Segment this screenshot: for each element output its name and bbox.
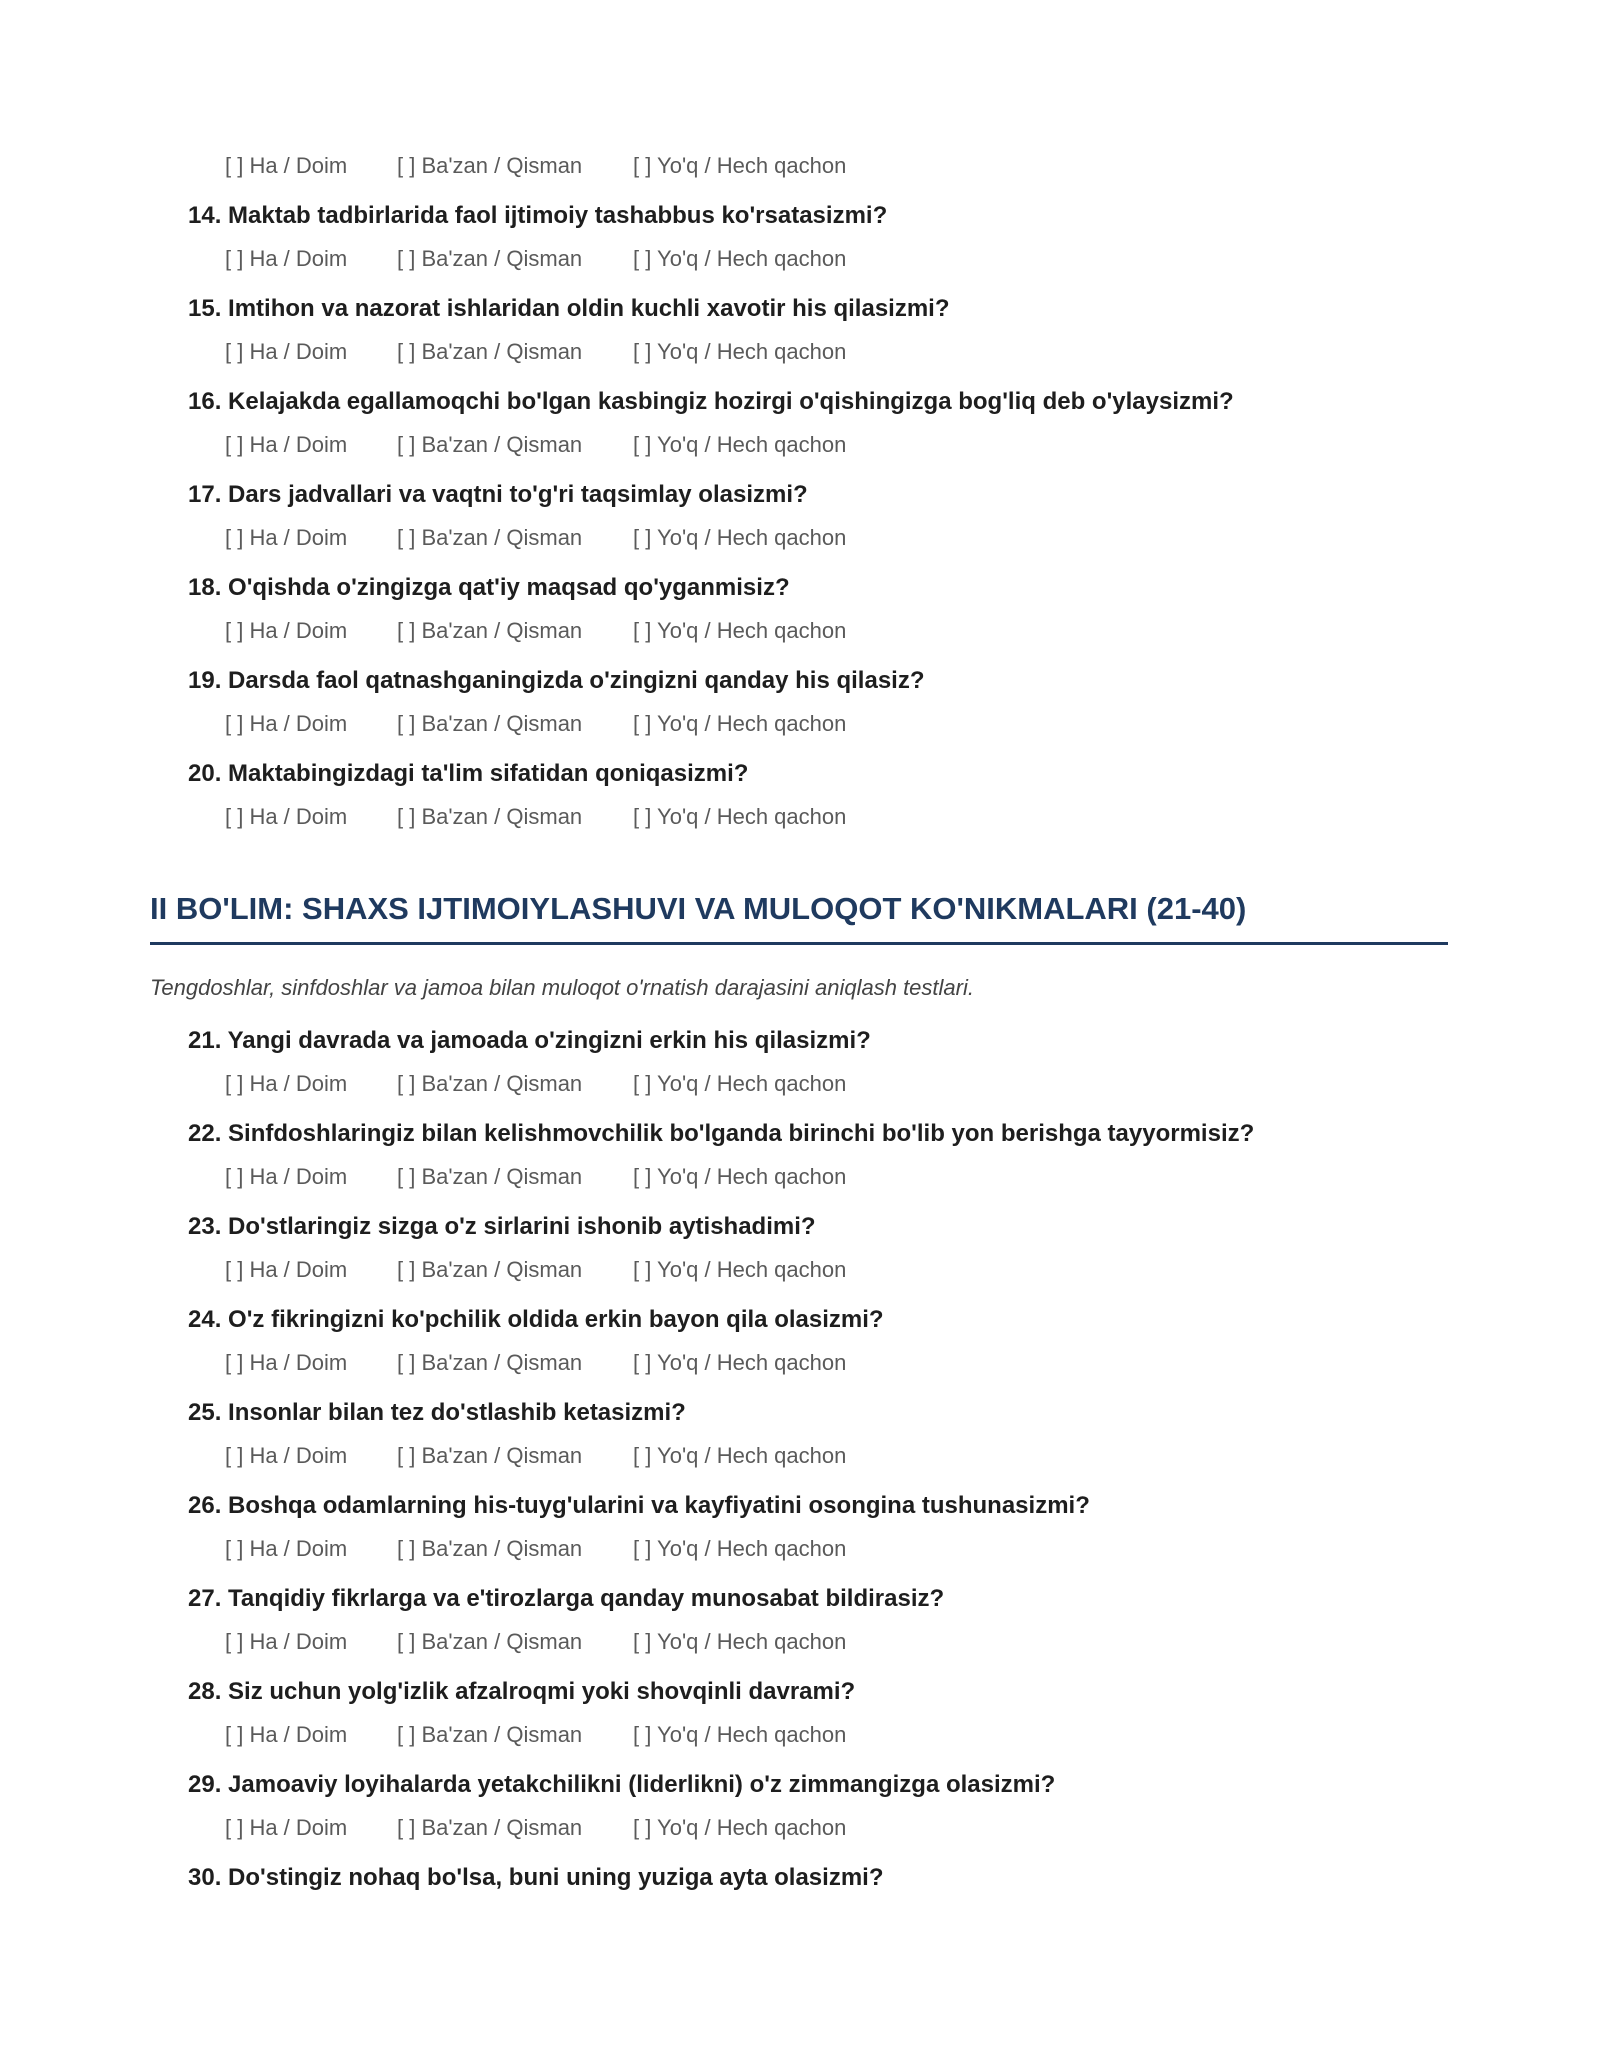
answer-options-27: [0, 1622, 1600, 1662]
option-yes[interactable]: [ ] Ha / Doim: [225, 1257, 348, 1282]
option-sometimes[interactable]: [ ] Ba'zan / Qisman: [397, 711, 583, 736]
option-sometimes[interactable]: [ ] Ba'zan / Qisman: [397, 1722, 583, 1747]
option-no[interactable]: [ ] Yo'q / Hech qachon: [633, 1071, 847, 1096]
option-no[interactable]: [ ] Yo'q / Hech qachon: [633, 339, 847, 364]
answer-options-13: [0, 146, 1600, 186]
question-23: 23. Do'stlaringiz sizga o'z sirlarini ishonib aytishadimi?: [188, 1213, 816, 1240]
question-24: 24. O'z fikringizni ko'pchilik oldida erkin bayon qila olasizmi?: [188, 1306, 884, 1333]
option-sometimes[interactable]: [ ] Ba'zan / Qisman: [397, 1071, 583, 1096]
option-no[interactable]: [ ] Yo'q / Hech qachon: [633, 246, 847, 271]
option-no[interactable]: [ ] Yo'q / Hech qachon: [633, 1350, 847, 1375]
option-no[interactable]: [ ] Yo'q / Hech qachon: [633, 1164, 847, 1189]
option-sometimes[interactable]: [ ] Ba'zan / Qisman: [397, 246, 583, 271]
question-16: 16. Kelajakda egallamoqchi bo'lgan kasbingiz hozirgi o'qishingizga bog'liq deb o'ylaysizmi?: [188, 388, 1234, 415]
option-sometimes[interactable]: [ ] Ba'zan / Qisman: [397, 525, 583, 550]
question-20: 20. Maktabingizdagi ta'lim sifatidan qoniqasizmi?: [188, 760, 749, 787]
option-sometimes[interactable]: [ ] Ba'zan / Qisman: [397, 1350, 583, 1375]
option-yes[interactable]: [ ] Ha / Doim: [225, 153, 348, 178]
option-sometimes[interactable]: [ ] Ba'zan / Qisman: [397, 1815, 583, 1840]
answer-options-14: [0, 239, 1600, 279]
option-no[interactable]: [ ] Yo'q / Hech qachon: [633, 1536, 847, 1561]
answer-options-25: [0, 1436, 1600, 1476]
option-sometimes[interactable]: [ ] Ba'zan / Qisman: [397, 1164, 583, 1189]
option-no[interactable]: [ ] Yo'q / Hech qachon: [633, 525, 847, 550]
option-yes[interactable]: [ ] Ha / Doim: [225, 1815, 348, 1840]
option-no[interactable]: [ ] Yo'q / Hech qachon: [633, 1257, 847, 1282]
option-yes[interactable]: [ ] Ha / Doim: [225, 804, 348, 829]
question-30: 30. Do'stingiz nohaq bo'lsa, buni uning yuziga ayta olasizmi?: [188, 1864, 884, 1891]
question-25: 25. Insonlar bilan tez do'stlashib ketasizmi?: [188, 1399, 686, 1426]
option-yes[interactable]: [ ] Ha / Doim: [225, 1629, 348, 1654]
answer-options-16: [0, 425, 1600, 465]
option-yes[interactable]: [ ] Ha / Doim: [225, 1350, 348, 1375]
option-yes[interactable]: [ ] Ha / Doim: [225, 432, 348, 457]
option-no[interactable]: [ ] Yo'q / Hech qachon: [633, 1722, 847, 1747]
section-description: Tengdoshlar, sinfdoshlar va jamoa bilan muloqot o'rnatish darajasini aniqlash testlari.: [150, 975, 974, 1000]
option-sometimes[interactable]: [ ] Ba'zan / Qisman: [397, 804, 583, 829]
option-yes[interactable]: [ ] Ha / Doim: [225, 711, 348, 736]
option-sometimes[interactable]: [ ] Ba'zan / Qisman: [397, 1257, 583, 1282]
answer-options-28: [0, 1715, 1600, 1755]
option-no[interactable]: [ ] Yo'q / Hech qachon: [633, 618, 847, 643]
option-no[interactable]: [ ] Yo'q / Hech qachon: [633, 153, 847, 178]
answer-options-19: [0, 704, 1600, 744]
option-sometimes[interactable]: [ ] Ba'zan / Qisman: [397, 1443, 583, 1468]
question-27: 27. Tanqidiy fikrlarga va e'tirozlarga qanday munosabat bildirasiz?: [188, 1585, 945, 1612]
option-no[interactable]: [ ] Yo'q / Hech qachon: [633, 711, 847, 736]
option-no[interactable]: [ ] Yo'q / Hech qachon: [633, 432, 847, 457]
option-yes[interactable]: [ ] Ha / Doim: [225, 1164, 348, 1189]
option-yes[interactable]: [ ] Ha / Doim: [225, 618, 348, 643]
answer-options-29: [0, 1808, 1600, 1848]
option-yes[interactable]: [ ] Ha / Doim: [225, 339, 348, 364]
answer-options-15: [0, 332, 1600, 372]
answer-options-23: [0, 1250, 1600, 1290]
answer-options-18: [0, 611, 1600, 651]
answer-options-17: [0, 518, 1600, 558]
option-yes[interactable]: [ ] Ha / Doim: [225, 246, 348, 271]
answer-options-22: [0, 1157, 1600, 1197]
option-no[interactable]: [ ] Yo'q / Hech qachon: [633, 1443, 847, 1468]
question-17: 17. Dars jadvallari va vaqtni to'g'ri taqsimlay olasizmi?: [188, 481, 808, 508]
option-yes[interactable]: [ ] Ha / Doim: [225, 1071, 348, 1096]
option-sometimes[interactable]: [ ] Ba'zan / Qisman: [397, 432, 583, 457]
option-yes[interactable]: [ ] Ha / Doim: [225, 1443, 348, 1468]
section-title: II BO'LIM: SHAXS IJTIMOIYLASHUVI VA MULOQOT KO'NIKMALARI (21-40): [150, 891, 1247, 926]
option-sometimes[interactable]: [ ] Ba'zan / Qisman: [397, 1536, 583, 1561]
option-yes[interactable]: [ ] Ha / Doim: [225, 1536, 348, 1561]
option-no[interactable]: [ ] Yo'q / Hech qachon: [633, 804, 847, 829]
question-18: 18. O'qishda o'zingizga qat'iy maqsad qo'yganmisiz?: [188, 574, 790, 601]
option-sometimes[interactable]: [ ] Ba'zan / Qisman: [397, 339, 583, 364]
question-28: 28. Siz uchun yolg'izlik afzalroqmi yoki shovqinli davrami?: [188, 1678, 856, 1705]
question-15: 15. Imtihon va nazorat ishlaridan oldin kuchli xavotir his qilasizmi?: [188, 295, 950, 322]
answer-options-21: [0, 1064, 1600, 1104]
question-22: 22. Sinfdoshlaringiz bilan kelishmovchilik bo'lganda birinchi bo'lib yon berishga tayyormisiz?: [188, 1120, 1255, 1147]
option-sometimes[interactable]: [ ] Ba'zan / Qisman: [397, 153, 583, 178]
option-no[interactable]: [ ] Yo'q / Hech qachon: [633, 1815, 847, 1840]
question-21: 21. Yangi davrada va jamoada o'zingizni erkin his qilasizmi?: [188, 1027, 871, 1054]
question-14: 14. Maktab tadbirlarida faol ijtimoiy tashabbus ko'rsatasizmi?: [188, 202, 888, 229]
option-yes[interactable]: [ ] Ha / Doim: [225, 1722, 348, 1747]
answer-options-24: [0, 1343, 1600, 1383]
question-19: 19. Darsda faol qatnashganingizda o'zingizni qanday his qilasiz?: [188, 667, 925, 694]
option-sometimes[interactable]: [ ] Ba'zan / Qisman: [397, 618, 583, 643]
question-26: 26. Boshqa odamlarning his-tuyg'ularini va kayfiyatini osongina tushunasizmi?: [188, 1492, 1090, 1519]
option-no[interactable]: [ ] Yo'q / Hech qachon: [633, 1629, 847, 1654]
option-sometimes[interactable]: [ ] Ba'zan / Qisman: [397, 1629, 583, 1654]
answer-options-26: [0, 1529, 1600, 1569]
question-29: 29. Jamoaviy loyihalarda yetakchilikni (liderlikni) o'z zimmangizga olasizmi?: [188, 1771, 1056, 1798]
option-yes[interactable]: [ ] Ha / Doim: [225, 525, 348, 550]
section-divider: [150, 942, 1448, 945]
answer-options-20: [0, 797, 1600, 837]
